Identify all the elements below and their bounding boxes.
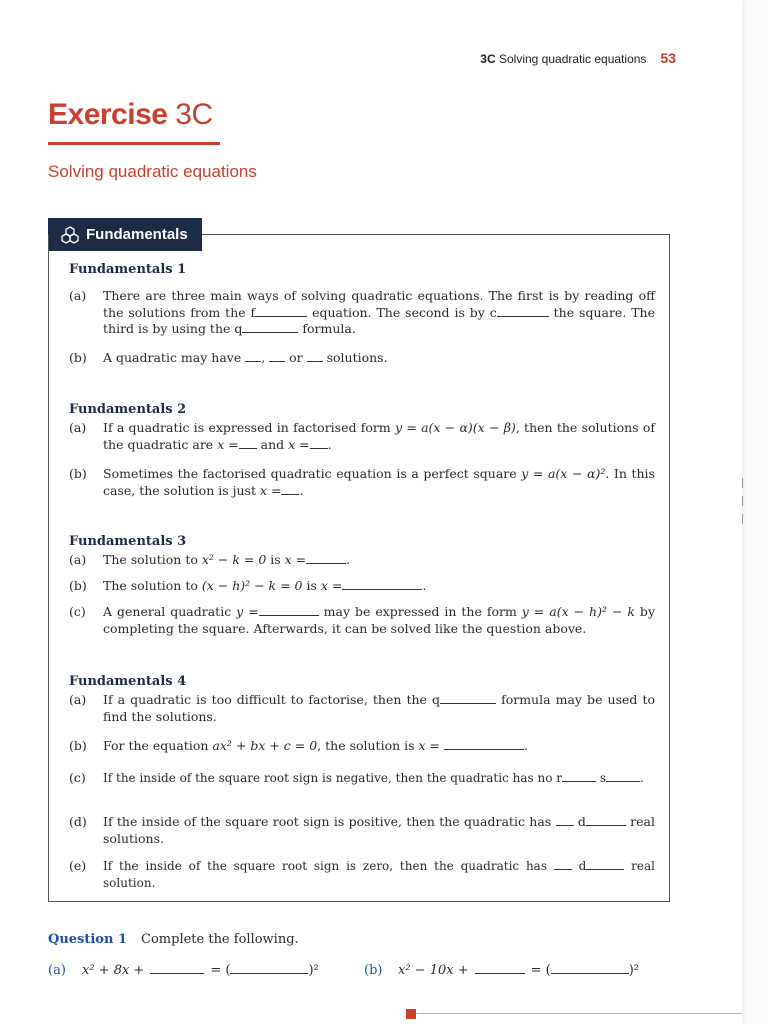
item-label: (a) xyxy=(69,692,87,707)
math-expression: x = xyxy=(320,578,343,593)
text-part: s xyxy=(596,771,606,785)
blank[interactable] xyxy=(245,350,261,362)
blank[interactable] xyxy=(342,578,422,590)
text-part: The solution to xyxy=(103,578,202,593)
text-part: may be expressed in the form xyxy=(318,604,522,619)
text-part: . xyxy=(327,436,332,452)
text-part: and xyxy=(256,436,289,452)
text-part: If the inside of the square root sign is positive, then the quadratic has xyxy=(103,814,556,829)
exercise-word: Exercise xyxy=(48,98,168,131)
blank[interactable] xyxy=(259,604,319,616)
fundamentals-section-4 xyxy=(69,674,655,691)
part-lhs: x² + 8x + xyxy=(82,963,145,978)
question-heading xyxy=(48,932,688,947)
blank[interactable] xyxy=(562,770,596,782)
text-part: . xyxy=(299,482,304,498)
blank[interactable] xyxy=(440,692,496,704)
math-expression: ax² + bx + c = 0 xyxy=(212,738,318,753)
text-part: For the equation xyxy=(103,738,213,753)
blank[interactable] xyxy=(239,437,257,449)
text-part: by completing the square. Afterwards, it can be solved like the question above. xyxy=(103,604,655,636)
section-title: Fundamentals 2 xyxy=(69,402,187,417)
question-prompt: Complete the following. xyxy=(141,932,299,947)
text-part: is xyxy=(302,578,321,593)
part-eq: = ( xyxy=(530,963,551,978)
blank[interactable] xyxy=(310,437,328,449)
bottom-rule xyxy=(416,1013,742,1014)
text-part: A general quadratic xyxy=(103,604,237,619)
math-expression: (x − h)² − k = 0 xyxy=(201,578,303,593)
fund3-item-c xyxy=(69,604,655,637)
part-tail: )² xyxy=(628,963,640,978)
text-part: There are three main ways of solving quadratic equations. The first is by reading off the solutions from the f xyxy=(103,288,655,320)
text-part: . In this case, the solution is just xyxy=(103,466,655,498)
fund1-item-b xyxy=(69,350,655,367)
blank[interactable] xyxy=(281,483,299,495)
section-title: Solving quadratic equations xyxy=(498,52,647,66)
question-part-a xyxy=(48,962,319,978)
question-part-b xyxy=(364,962,639,978)
text-part: , xyxy=(261,350,270,365)
math-expression: x = xyxy=(418,738,441,753)
math-expression: x = xyxy=(217,436,239,452)
fundamentals-section-2 xyxy=(69,402,655,419)
math-expression: x = xyxy=(284,552,307,567)
text-part: If the inside of the square root sign is zero, then the quadratic has xyxy=(103,859,554,873)
question-number: Question 1 xyxy=(48,932,128,947)
section-title: Fundamentals 3 xyxy=(69,534,187,549)
item-label: (a) xyxy=(69,420,87,435)
fund4-item-d xyxy=(69,814,655,847)
blank[interactable] xyxy=(307,350,323,362)
fund4-item-e xyxy=(69,858,655,891)
part-lhs: x² − 10x + xyxy=(398,963,469,978)
text-part: If the inside of the square root sign is negative, then the quadratic has no r xyxy=(103,771,562,785)
blank[interactable] xyxy=(551,962,629,974)
text-part: , the solution is xyxy=(317,738,419,753)
fund4-item-c xyxy=(69,770,655,787)
blank[interactable] xyxy=(554,858,572,870)
item-label: (c) xyxy=(69,604,86,619)
text-part: or xyxy=(285,350,307,365)
blank[interactable] xyxy=(306,552,346,564)
text-part: real solutions. xyxy=(103,814,655,846)
fund3-item-a xyxy=(69,552,655,569)
text-part: solutions. xyxy=(322,350,388,365)
blank[interactable] xyxy=(150,962,204,974)
blank[interactable] xyxy=(586,814,626,826)
part-label: (a) xyxy=(48,963,66,978)
item-label: (b) xyxy=(69,738,87,753)
blank[interactable] xyxy=(242,321,298,333)
blank[interactable] xyxy=(586,858,624,870)
item-label: (b) xyxy=(69,578,87,593)
text-part: . xyxy=(422,578,427,593)
fund4-item-a xyxy=(69,692,655,725)
blank[interactable] xyxy=(255,305,307,317)
text-part: . xyxy=(346,552,351,567)
math-expression: x = xyxy=(259,482,282,498)
title-rule xyxy=(48,142,220,145)
fund2-item-a xyxy=(69,420,655,453)
text-part: . xyxy=(639,771,644,785)
exercise-code: 3C xyxy=(175,98,213,131)
text-part: The solution to xyxy=(103,552,202,567)
text-part: , then the solutions of the quadratic are xyxy=(103,420,655,452)
blank[interactable] xyxy=(497,305,549,317)
text-part: A quadratic may have xyxy=(103,350,246,365)
blank[interactable] xyxy=(606,770,640,782)
fund3-item-b xyxy=(69,578,655,595)
fund2-item-b xyxy=(69,466,655,499)
section-code: 3C xyxy=(480,52,496,66)
text-part: the square. The third is by using the q xyxy=(103,304,655,336)
item-label: (e) xyxy=(69,858,87,873)
blank[interactable] xyxy=(475,962,525,974)
fundamentals-box xyxy=(48,234,670,902)
math-expression: y = a(x − α)² xyxy=(521,466,606,481)
blank[interactable] xyxy=(230,962,308,974)
text-part: Sometimes the factorised quadratic equation is a perfect square xyxy=(103,466,522,481)
fundamentals-section-1 xyxy=(69,262,655,279)
bottom-marker xyxy=(406,1009,416,1019)
text-part: equation. The second is by c xyxy=(307,304,497,320)
part-eq: = ( xyxy=(210,963,231,978)
fund1-item-a xyxy=(69,288,655,338)
section-title: Fundamentals 1 xyxy=(69,262,187,277)
item-label: (d) xyxy=(69,814,87,829)
text-part: If a quadratic is expressed in factorised form xyxy=(103,420,395,435)
part-tail: )² xyxy=(308,963,319,978)
math-expression: x = xyxy=(288,436,310,452)
item-label: (a) xyxy=(69,288,87,303)
math-expression: x² − k = 0 xyxy=(201,552,267,567)
math-expression: y = xyxy=(236,604,259,619)
text-part: If a quadratic is too difficult to factorise, then the q xyxy=(103,692,441,707)
text-part: formula may be used to find the solutions. xyxy=(103,692,656,724)
fundamentals-section-3 xyxy=(69,534,655,551)
item-label: (a) xyxy=(69,552,87,567)
question-1 xyxy=(48,932,688,978)
text-part: formula. xyxy=(298,321,356,336)
exercise-title xyxy=(48,98,213,132)
part-label: (b) xyxy=(364,963,383,978)
math-expression: y = a(x − α)(x − β) xyxy=(395,420,516,435)
item-label: (b) xyxy=(69,350,87,365)
fund4-item-b xyxy=(69,738,655,755)
item-label: (b) xyxy=(69,466,87,481)
math-expression: y = a(x − h)² − k xyxy=(521,604,635,619)
exercise-subtitle: Solving quadratic equations xyxy=(48,162,257,181)
text-part: d xyxy=(571,859,587,873)
blank[interactable] xyxy=(556,814,574,826)
fundamentals-tab-label: Fundamentals xyxy=(86,226,188,243)
text-part: real solution. xyxy=(103,859,655,890)
running-head xyxy=(480,50,676,66)
page-edge-marks xyxy=(742,470,746,560)
text-part: d xyxy=(573,814,586,829)
blank[interactable] xyxy=(269,350,285,362)
fraction-blank[interactable] xyxy=(444,743,524,750)
item-label: (c) xyxy=(69,770,86,785)
text-part: . xyxy=(524,738,528,753)
page-number: 53 xyxy=(660,50,676,66)
section-title: Fundamentals 4 xyxy=(69,674,187,689)
text-part: is xyxy=(266,552,285,567)
